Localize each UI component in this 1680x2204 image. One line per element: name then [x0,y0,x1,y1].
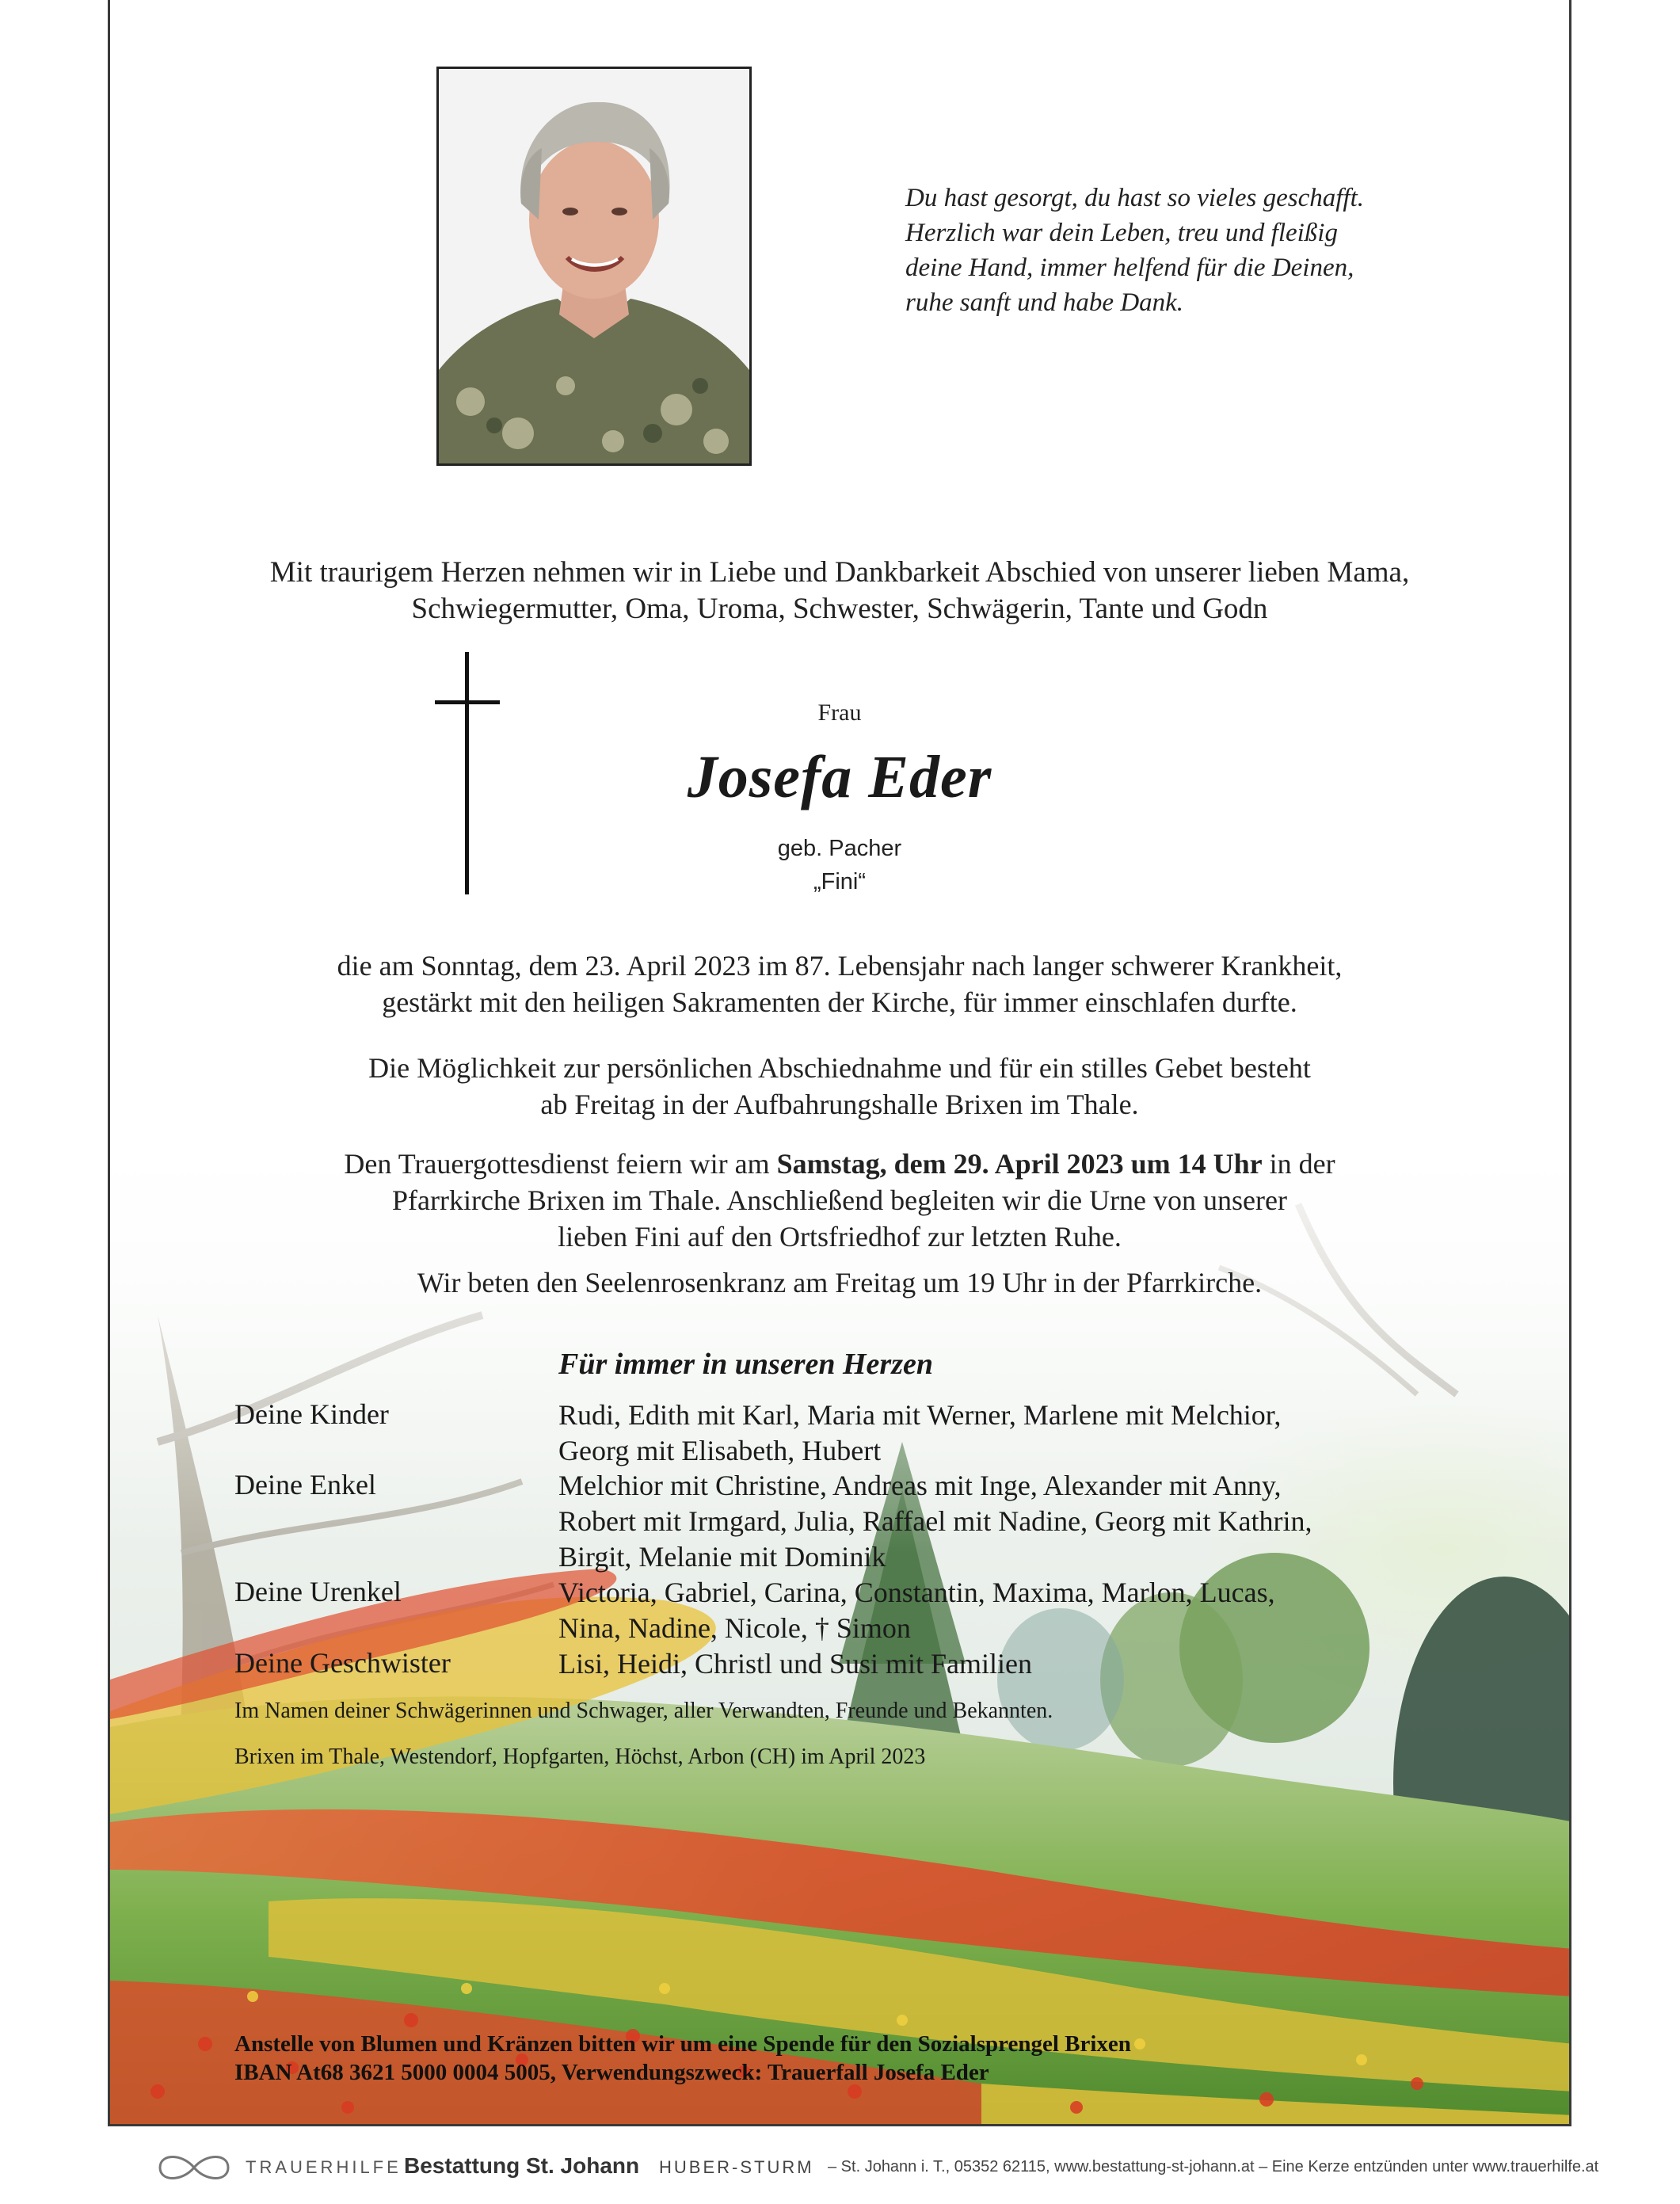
family-names-line: Lisi, Heidi, Christl und Susi mit Familien [558,1648,1033,1680]
portrait-photo [436,67,752,466]
extended-family-note: Im Namen deiner Schwägerinnen und Schwager, aller Verwandten, Freunde und Bekannten. [234,1699,1053,1723]
family-group-label: Deine Urenkel [234,1576,402,1607]
service-line: lieben Fini auf den Ortsfriedhof zur letzten Ruhe. [558,1221,1122,1253]
service-line: Pfarrkirche Brixen im Thale. Anschließend begleiten wir die Urne von unserer [392,1184,1287,1216]
salutation: Frau [817,700,862,726]
family-heading: Für immer in unseren Herzen [558,1348,933,1381]
footer-company: Bestattung St. Johann [404,2153,640,2178]
service-notice [108,1146,1571,1301]
family-group-names [558,1468,1312,1575]
family-group-names [558,1575,1275,1646]
death-notice [108,948,1571,1020]
service-text: Den Trauergottesdienst feiern wir am [344,1148,777,1180]
family-group-names [558,1398,1281,1469]
footer-subtitle: HUBER-STURM [659,2157,814,2177]
nickname: „Fini“ [813,869,867,894]
places-note: Brixen im Thale, Westendorf, Hopfgarten, Höchst, Arbon (CH) im April 2023 [234,1745,926,1769]
infinity-logo-icon [150,2152,238,2183]
viewing-notice [108,1050,1571,1123]
donation-line: Anstelle von Blumen und Kränzen bitten wir um eine Spende für den Sozialsprengel Brixen [234,2031,1131,2057]
family-names-line: Nina, Nadine, Nicole, † Simon [558,1612,911,1644]
service-line [108,1146,1571,1182]
quote-line: deine Hand, immer helfend für die Deinen, [905,254,1354,282]
family-group-label: Deine Enkel [234,1469,376,1500]
birth-name: geb. Pacher [777,836,902,861]
family-group-label: Deine Kinder [234,1398,389,1430]
viewing-line: ab Freitag in der Aufbahrungshalle Brixen im Thale. [540,1089,1139,1120]
intro-line: Mit traurigem Herzen nehmen wir in Liebe und Dankbarkeit Abschied von unserer lieben Mama, [269,556,1410,589]
footer-info: – St. Johann i. T., 05352 62115, www.bestattung-st-johann.at – Eine Kerze entzünden unter www.trauerhilfe.at [828,2158,1599,2175]
service-line: Wir beten den Seelenrosenkranz am Freitag um 19 Uhr in der Pfarrkirche. [417,1267,1263,1298]
intro-text [108,555,1571,627]
viewing-line: Die Möglichkeit zur persönlichen Abschiednahme und für ein stilles Gebet besteht [368,1052,1311,1084]
quote-line: Du hast gesorgt, du hast so vieles geschafft. [905,184,1364,212]
family-names-line: Melchior mit Christine, Andreas mit Inge, Alexander mit Anny, [558,1470,1282,1501]
deceased-name: Josefa Eder [687,744,992,810]
death-notice-line: die am Sonntag, dem 23. April 2023 im 87. Lebensjahr nach langer schwerer Krankheit, [337,950,1343,982]
footer [143,2152,1599,2183]
family-group-names [558,1646,1032,1682]
family-names-line: Rudi, Edith mit Karl, Maria mit Werner, Marlene mit Melchior, [558,1399,1282,1431]
donation-line: IBAN At68 3621 5000 0004 5005, Verwendungszweck: Trauerfall Josefa Eder [234,2060,989,2085]
family-names-line: Victoria, Gabriel, Carina, Constantin, Maxima, Marlon, Lucas, [558,1577,1275,1608]
intro-line: Schwiegermutter, Oma, Uroma, Schwester, Schwägerin, Tante und Godn [411,593,1268,625]
death-notice-line: gestärkt mit den heiligen Sakramenten der Kirche, für immer einschlafen durfte. [382,986,1297,1018]
footer-brand: TRAUERHILFE [246,2157,402,2177]
quote-line: ruhe sanft und habe Dank. [905,288,1184,317]
family-group-label: Deine Geschwister [234,1647,451,1679]
family-names-line: Robert mit Irmgard, Julia, Raffael mit Nadine, Georg mit Kathrin, [558,1505,1312,1537]
quote-line: Herzlich war dein Leben, treu und fleißig [905,219,1338,247]
service-date: Samstag, dem 29. April 2023 um 14 Uhr [776,1148,1263,1180]
quote-block [905,181,1460,320]
family-names-line: Birgit, Melanie mit Dominik [558,1541,886,1573]
service-text: in der [1262,1148,1335,1180]
donation-notice [234,2030,1131,2087]
family-names-line: Georg mit Elisabeth, Hubert [558,1435,882,1466]
